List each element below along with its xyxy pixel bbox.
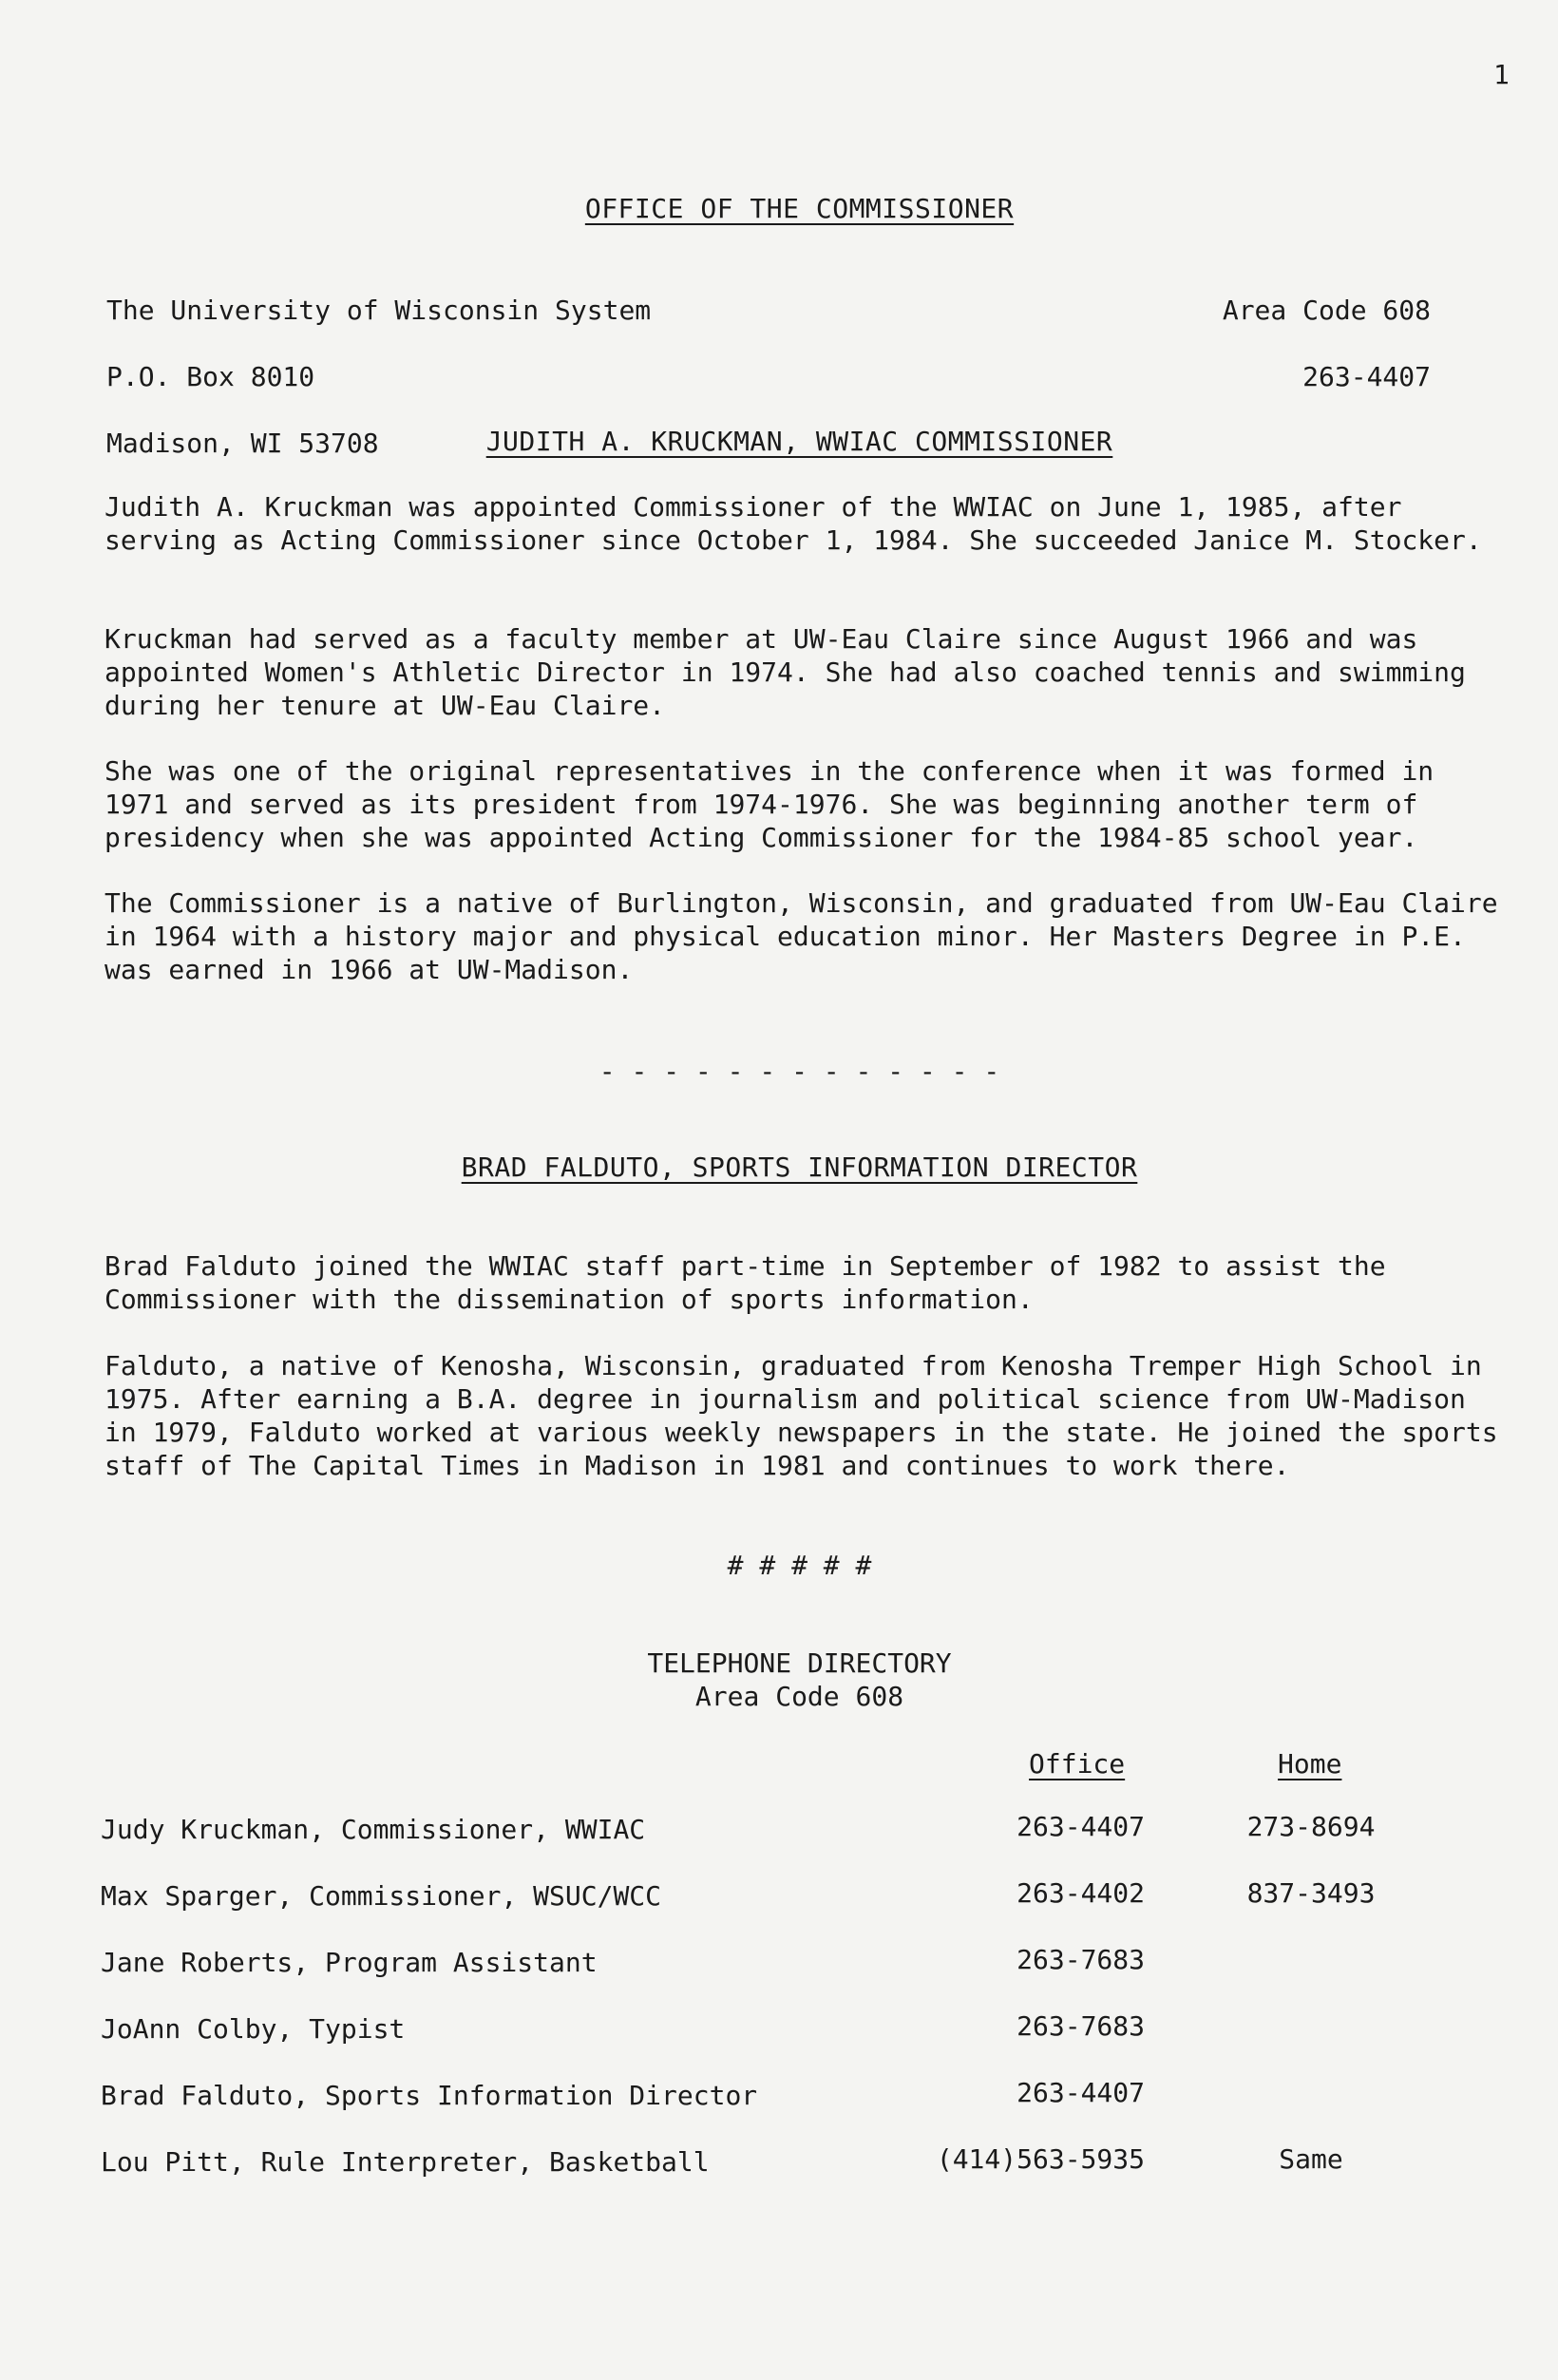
directory-name: Lou Pitt, Rule Interpreter, Basketball (101, 2146, 710, 2178)
commissioner-paragraph: Judith A. Kruckman was appointed Commissioner of the WWIAC on June 1, 1985, after serving as Acting Commissioner since October 1, 1984. She succeeded Janice M. Stocker. (104, 491, 1482, 556)
page-number: 1 (1493, 59, 1510, 90)
office-heading: OFFICE OF THE COMMISSIONER (584, 193, 1015, 224)
column-home: Home (1278, 1748, 1342, 1780)
directory-office-phone: 263-4402 (1016, 1877, 1145, 1909)
directory-subtitle: Area Code 608 (694, 1681, 904, 1712)
directory-name: Judy Kruckman, Commissioner, WWIAC (101, 1814, 646, 1845)
directory-name: Jane Roberts, Program Assistant (101, 1947, 598, 1978)
directory-name: Brad Falduto, Sports Information Director (101, 2080, 758, 2111)
area-code: Area Code 608 (1222, 295, 1431, 326)
commissioner-paragraph: She was one of the original representatives in the conference when it was formed in 1971 and served as its president from 1974-1976. She was beginning another term of presidency when she was appointed Acting Commissioner for the 1984-85 school year. (104, 755, 1434, 853)
directory-office-phone: 263-4407 (1016, 1811, 1145, 1842)
commissioner-paragraph: Kruckman had served as a faculty member at UW-Eau Claire since August 1966 and was appointed Women's Athletic Director in 1974. She had also coached tennis and swimming during her tenure at UW-Eau Claire. (104, 623, 1466, 721)
directory-name: JoAnn Colby, Typist (101, 2013, 406, 2045)
office-phone-block (1140, 260, 1431, 427)
directory-home-phone: 273-8694 (1246, 1811, 1376, 1842)
sports-info-paragraph: Falduto, a native of Kenosha, Wisconsin, graduated from Kenosha Tremper High School in 1975. After earning a B.A. degree in journalism and political science from UW-Madison in 1979, Falduto worked at various weekly newspapers in the state. He joined the sports staff of The Capital Times in Madison in 1981 and continues to work there. (104, 1350, 1498, 1481)
directory-title: TELEPHONE DIRECTORY (647, 1647, 952, 1679)
directory-office-phone: 263-4407 (1016, 2077, 1145, 2108)
directory-home-phone: 837-3493 (1246, 1877, 1376, 1909)
address-line: The University of Wisconsin System (106, 295, 652, 326)
office-address (106, 260, 651, 493)
sports-info-paragraph: Brad Falduto joined the WWIAC staff part-time in September of 1982 to assist the Commissioner with the dissemination of sports information. (104, 1250, 1386, 1315)
section-separator: - - - - - - - - - - - - - (598, 1056, 1000, 1087)
end-marks: # # # # # (727, 1550, 872, 1581)
address-line: P.O. Box 8010 (106, 361, 315, 392)
directory-office-phone: 263-7683 (1016, 2010, 1145, 2042)
office-phone: 263-4407 (1302, 361, 1431, 392)
commissioner-heading: JUDITH A. KRUCKMAN, WWIAC COMMISSIONER (485, 426, 1113, 457)
directory-office-phone: 263-7683 (1016, 1944, 1145, 1975)
address-line: Madison, WI 53708 (106, 428, 379, 459)
commissioner-paragraph: The Commissioner is a native of Burlington, Wisconsin, and graduated from UW-Eau Claire in 1964 with a history major and physical education minor. Her Masters Degree in P.E. was earned in 1966 at UW-Madison. (104, 887, 1498, 985)
sports-info-heading: BRAD FALDUTO, SPORTS INFORMATION DIRECTOR (461, 1152, 1138, 1183)
column-office: Office (1029, 1748, 1126, 1780)
directory-name: Max Sparger, Commissioner, WSUC/WCC (101, 1880, 662, 1912)
directory-home-phone: Same (1279, 2143, 1343, 2175)
directory-office-phone: (414)563-5935 (936, 2143, 1145, 2175)
